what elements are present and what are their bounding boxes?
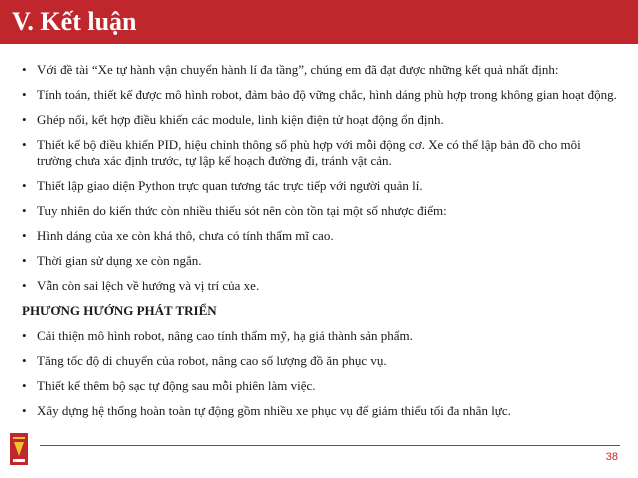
- bullet-icon: •: [22, 253, 27, 268]
- list-item: [22, 353, 618, 369]
- list-item-text: Tuy nhiên do kiến thức còn nhiều thiếu sót nên còn tồn tại một số nhược điểm:: [37, 203, 447, 218]
- list-item: [22, 253, 618, 269]
- list-item: [22, 112, 618, 128]
- bullet-icon: •: [22, 353, 27, 368]
- bullet-icon: •: [22, 228, 27, 243]
- bullet-icon: •: [22, 378, 27, 393]
- bullet-icon: •: [22, 112, 27, 127]
- bullet-icon: •: [22, 87, 27, 102]
- list-item: [22, 378, 618, 394]
- list-item-text: Tăng tốc độ di chuyển của robot, nâng cao số lượng đồ ăn phục vụ.: [37, 353, 387, 368]
- list-item: [22, 328, 618, 344]
- bullet-icon: •: [22, 62, 27, 77]
- list-item-text: Thiết lập giao diện Python trực quan tương tác trực tiếp với người quản lí.: [37, 178, 423, 193]
- bullet-icon: •: [22, 328, 27, 343]
- bullet-list-results: [22, 62, 618, 294]
- list-item: [22, 62, 618, 78]
- list-item-text: Với đề tài “Xe tự hành vận chuyển hành lí đa tầng”, chúng em đã đạt được những kết quả nhất định:: [37, 62, 559, 77]
- bullet-icon: •: [22, 278, 27, 293]
- list-item: [22, 203, 618, 219]
- title-bar: [0, 0, 638, 44]
- list-item: [22, 178, 618, 194]
- list-item: [22, 278, 618, 294]
- bullet-icon: •: [22, 137, 27, 152]
- page-number: 38: [605, 451, 618, 463]
- slide-content: [22, 62, 618, 428]
- list-item: [22, 228, 618, 244]
- list-item-text: Hình dáng của xe còn khá thô, chưa có tính thẩm mĩ cao.: [37, 228, 334, 243]
- list-item-text: Vẫn còn sai lệch về hướng và vị trí của xe.: [37, 278, 260, 293]
- footer-divider: [40, 445, 620, 446]
- list-item: [22, 403, 618, 419]
- bullet-icon: •: [22, 403, 27, 418]
- bullet-icon: •: [22, 178, 27, 193]
- university-logo-icon: [8, 432, 30, 466]
- bullet-list-future: [22, 328, 618, 419]
- list-item-text: Cải thiện mô hình robot, nâng cao tính thẩm mỹ, hạ giá thành sản phẩm.: [37, 328, 413, 343]
- list-item-text: Xây dựng hệ thống hoàn toàn tự động gồm nhiều xe phục vụ để giảm thiểu tối đa nhân lực.: [37, 403, 511, 418]
- list-item-text: Thời gian sử dụng xe còn ngắn.: [37, 253, 202, 268]
- list-item-text: Ghép nối, kết hợp điều khiển các module, linh kiện điện tử hoạt động ổn định.: [37, 112, 444, 127]
- list-item-text: Tính toán, thiết kế được mô hình robot, đảm bảo độ vững chắc, hình dáng phù hợp trong không gian hoạt động.: [37, 87, 617, 102]
- list-item-text: Thiết kế thêm bộ sạc tự động sau mỗi phiên làm việc.: [37, 378, 316, 393]
- list-item: [22, 137, 618, 169]
- section-heading: PHƯƠNG HƯỚNG PHÁT TRIỂN: [22, 303, 217, 318]
- list-item: [22, 87, 618, 103]
- list-item-text: Thiết kế bộ điều khiển PID, hiệu chỉnh thông số phù hợp với mỗi động cơ. Xe có thể lập bản đồ cho môi trường chưa xác định trước, tự lập kế hoạch đường đi, tránh vật cản.: [37, 137, 581, 168]
- bullet-icon: •: [22, 203, 27, 218]
- slide-title: V. Kết luận: [12, 7, 137, 36]
